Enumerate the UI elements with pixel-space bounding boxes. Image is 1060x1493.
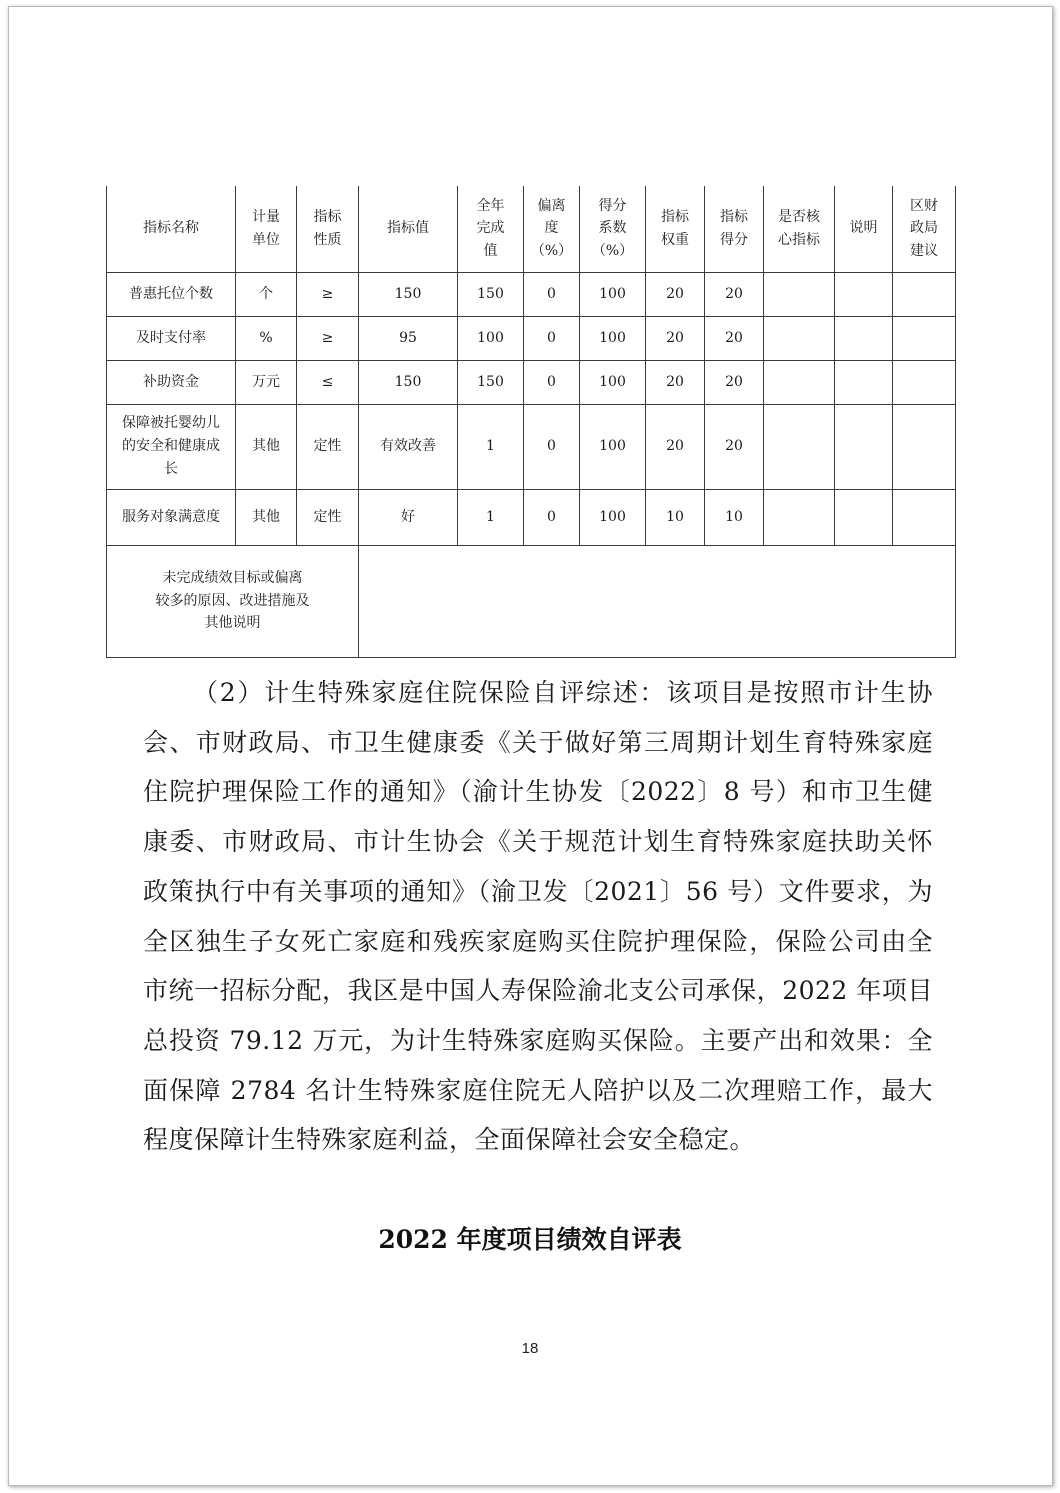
table-row [107,404,956,489]
header-cell: 说明 [835,186,893,272]
table-cell [893,489,956,545]
table-cell: 150 [458,272,524,316]
table-cell: 0 [524,404,580,489]
table-cell: 20 [646,360,705,404]
header-cell: 指标名称 [107,186,236,272]
table-cell: 1 [458,489,524,545]
table-cell [893,360,956,404]
table-cell: 150 [458,360,524,404]
table-cell: 及时支付率 [107,316,236,360]
table-cell: 20 [646,404,705,489]
header-cell: 偏离 度 （%） [524,186,580,272]
header-cell: 区财 政局 建议 [893,186,956,272]
table-cell: 服务对象满意度 [107,489,236,545]
table-cell: 20 [705,272,764,316]
header-cell: 指标值 [359,186,458,272]
table-cell: 150 [359,360,458,404]
table-cell: 100 [458,316,524,360]
table-cell [893,404,956,489]
header-cell: 指标 权重 [646,186,705,272]
header-cell: 全年 完成 值 [458,186,524,272]
table-footer-row [107,545,956,657]
table-cell: 100 [580,360,646,404]
table-cell: ≥ [297,272,359,316]
table-cell: 0 [524,316,580,360]
table-row [107,489,956,545]
table-row [107,360,956,404]
table-cell [764,404,835,489]
table-cell [835,360,893,404]
table-cell: 好 [359,489,458,545]
table-cell: ≥ [297,316,359,360]
table-cell: 20 [705,404,764,489]
table-cell: 20 [646,272,705,316]
table-cell: 100 [580,489,646,545]
table-cell [764,316,835,360]
table-cell: 万元 [236,360,297,404]
table-row [107,316,956,360]
table-cell: 其他 [236,404,297,489]
table-cell: 其他 [236,489,297,545]
section-title: 2022 年度项目绩效自评表 [378,1225,682,1254]
table-cell: 个 [236,272,297,316]
table-cell [893,272,956,316]
table-cell: 定性 [297,489,359,545]
header-cell: 是否核 心指标 [764,186,835,272]
table-cell: 20 [705,360,764,404]
table-cell [835,404,893,489]
header-cell: 指标 性质 [297,186,359,272]
table-cell: 20 [705,316,764,360]
table-cell [835,489,893,545]
header-cell: 计量 单位 [236,186,297,272]
table-cell: 10 [705,489,764,545]
table-cell: 有效改善 [359,404,458,489]
table-cell: 100 [580,316,646,360]
table-cell [764,489,835,545]
table-cell: 普惠托位个数 [107,272,236,316]
footer-value-cell [359,545,956,657]
table-cell: 150 [359,272,458,316]
table-row [107,272,956,316]
body-paragraph-block [143,668,933,1165]
performance-indicator-table [106,186,956,658]
header-cell: 得分 系数 （%） [580,186,646,272]
header-cell: 指标 得分 [705,186,764,272]
table-cell: 补助资金 [107,360,236,404]
body-paragraph: （2）计生特殊家庭住院保险自评综述：该项目是按照市计生协会、市财政局、市卫生健康委《关于做好第三周期计划生育特殊家庭住院护理保险工作的通知》（渝计生协发〔2022〕8 号）和市卫生健康委、市财政局、市计生协会《关于规范计划生育特殊家庭扶助关怀政策执行中有关事项的通知》（渝卫发〔2021〕56 号）文件要求，为全区独生子女死亡家庭和残疾家庭购买住院护理保险，保险公司由全市统一招标分配，我区是中国人寿保险渝北支公司承保，2022 年项目总投资 79.12 万元，为计生特殊家庭购买保险。主要产出和效果：全面保障 2784 名计生特殊家庭住院无人陪护以及二次理赔工作，最大程度保障计生特殊家庭利益，全面保障社会安全稳定。 [143,678,933,1155]
table-cell [764,360,835,404]
table-cell: 100 [580,272,646,316]
table-cell [764,272,835,316]
table-cell: 20 [646,316,705,360]
table-cell [835,272,893,316]
table-header-row [107,186,956,272]
table-cell: 10 [646,489,705,545]
table-cell: 0 [524,272,580,316]
page-number: 18 [521,1340,539,1357]
table-cell: 保障被托婴幼儿 的安全和健康成 长 [107,404,236,489]
table-cell [835,316,893,360]
table-cell: 0 [524,360,580,404]
footer-label-cell: 未完成绩效目标或偏离 较多的原因、改进措施及 其他说明 [107,545,359,657]
table-cell: 0 [524,489,580,545]
table-cell: ≤ [297,360,359,404]
table-cell [893,316,956,360]
table-cell: 定性 [297,404,359,489]
table-cell: 1 [458,404,524,489]
table-cell: 100 [580,404,646,489]
table-cell: 95 [359,316,458,360]
table-cell: % [236,316,297,360]
